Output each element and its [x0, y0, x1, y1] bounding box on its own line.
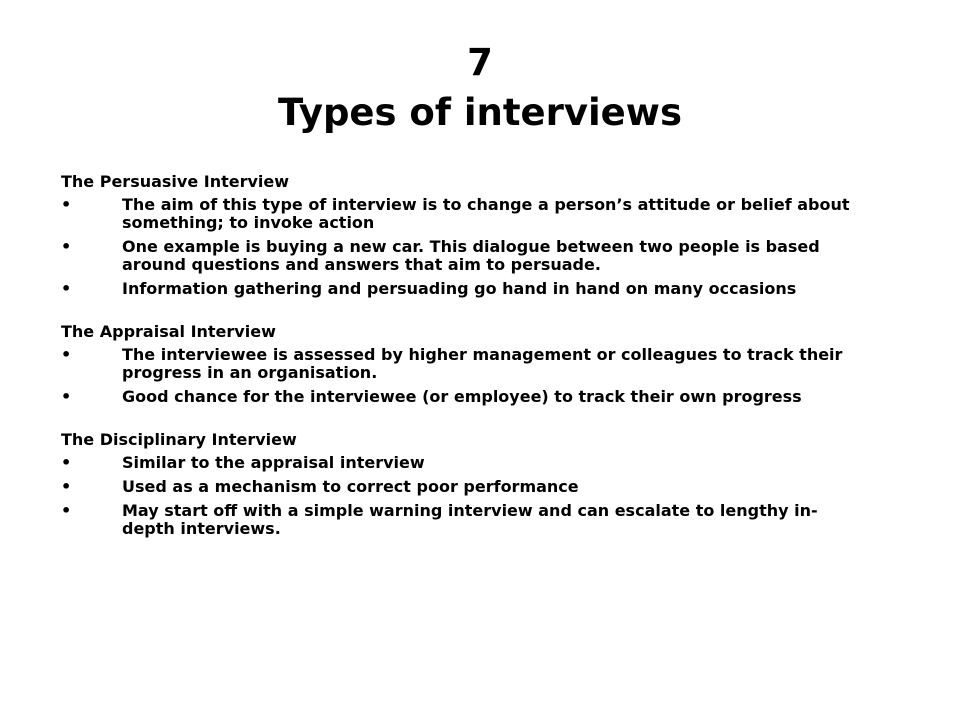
list-item [61, 502, 861, 538]
list-item [61, 346, 861, 382]
bullet-icon: • [61, 279, 72, 298]
bullet-text: The interviewee is assessed by higher management or colleagues to track their progress in an organisation. [122, 345, 843, 382]
bullet-icon: • [61, 195, 72, 214]
list-item [61, 238, 861, 274]
bullet-text: The aim of this type of interview is to change a person’s attitude or belief about something; to invoke action [122, 195, 850, 232]
list-item [61, 478, 861, 496]
bullet-icon: • [61, 345, 72, 364]
bullet-icon: • [61, 237, 72, 256]
list-item [61, 196, 861, 232]
section-persuasive-interview [61, 172, 861, 298]
bullet-icon: • [61, 453, 72, 472]
bullet-list [61, 196, 861, 298]
section-heading: The Persuasive Interview [61, 172, 290, 191]
list-item [61, 280, 861, 298]
section-disciplinary-interview [61, 430, 861, 538]
bullet-text: Used as a mechanism to correct poor performance [122, 477, 579, 496]
list-item [61, 454, 861, 472]
bullet-text: One example is buying a new car. This dialogue between two people is based around questions and answers that aim to persuade. [122, 237, 820, 274]
bullet-list [61, 346, 861, 406]
list-item [61, 388, 861, 406]
bullet-text: May start off with a simple warning interview and can escalate to lengthy in- depth interviews. [122, 501, 818, 538]
bullet-text: Good chance for the interviewee (or employee) to track their own progress [122, 387, 802, 406]
section-heading: The Disciplinary Interview [61, 430, 297, 449]
section-heading: The Appraisal Interview [61, 322, 276, 341]
bullet-icon: • [61, 387, 72, 406]
bullet-icon: • [61, 501, 72, 520]
bullet-list [61, 454, 861, 538]
section-appraisal-interview [61, 322, 861, 406]
slide-title-text: Types of interviews [277, 91, 682, 134]
bullet-text: Information gathering and persuading go hand in hand on many occasions [122, 279, 797, 298]
bullet-text: Similar to the appraisal interview [122, 453, 425, 472]
slide-body [61, 172, 861, 562]
slide-title-number: 7 [467, 41, 493, 84]
slide-title [0, 38, 960, 138]
bullet-icon: • [61, 477, 72, 496]
